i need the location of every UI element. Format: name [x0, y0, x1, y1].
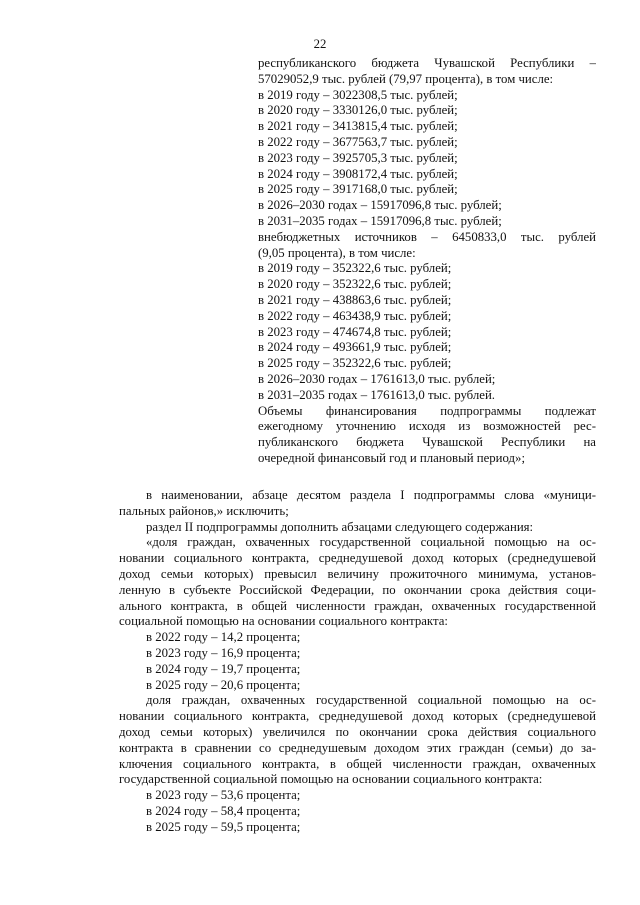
text-line: в 2026–2030 годах – 1761613,0 тыс. рублей;	[258, 371, 496, 386]
text-line: внебюджетных источников – 6450833,0 тыс. рублей	[258, 229, 596, 244]
text-line: социальной помощью на основании социального контракта:	[119, 614, 448, 629]
text-line: в 2023 году – 474674,8 тыс. рублей;	[258, 324, 452, 339]
text-line: в 2031–2035 годах – 1761613,0 тыс. рублей.	[258, 387, 495, 402]
text-line: в 2025 году – 352322,6 тыс. рублей;	[258, 356, 452, 371]
text-line: в 2021 году – 438863,6 тыс. рублей;	[258, 292, 452, 307]
text-line: в 2023 году – 16,9 процента;	[146, 645, 301, 660]
text-line: ленную в субъекте Российской Федерации, по окончании срока действия соци-	[119, 582, 596, 597]
page-number: 22	[313, 37, 327, 51]
text-line: ального контракта, в общей численности граждан, охваченных государственной	[119, 598, 596, 613]
text-line: в 2025 году – 59,5 процента;	[146, 819, 301, 834]
text-line: в 2023 году – 53,6 процента;	[146, 788, 301, 803]
text-line: раздел II подпрограммы дополнить абзацами следующего содержания:	[146, 519, 534, 534]
amendment-body-text	[119, 488, 596, 836]
text-line: доля граждан, охваченных государственной социальной помощью на ос-	[146, 693, 596, 708]
text-line: в 2022 году – 14,2 процента;	[146, 630, 301, 645]
text-line: доход семьи которых) превысил величину прожиточного минимума, установ-	[119, 566, 596, 581]
text-line: в 2024 году – 3908172,4 тыс. рублей;	[258, 166, 458, 181]
text-line: очередной финансовый год и плановый период»;	[258, 450, 526, 465]
text-line: в наименовании, абзаце десятом раздела I подпрограммы слова «муници-	[146, 488, 596, 502]
text-line: ключения социального контракта, в общей численности граждан, охваченных	[119, 756, 596, 771]
text-line: в 2020 году – 352322,6 тыс. рублей;	[258, 277, 452, 292]
text-line: в 2021 году – 3413815,4 тыс. рублей;	[258, 119, 458, 134]
text-line: новании социального контракта, среднедушевой доход которых (среднедушевой	[119, 551, 596, 566]
text-line: в 2024 году – 19,7 процента;	[146, 661, 301, 676]
text-line: в 2025 году – 20,6 процента;	[146, 677, 301, 692]
text-line: ежегодному уточнению исходя из возможностей рес-	[258, 419, 596, 434]
text-line: в 2020 году – 3330126,0 тыс. рублей;	[258, 103, 458, 118]
text-line: государственной социальной помощью на основании социального контракта:	[119, 772, 543, 787]
text-line: публиканского бюджета Чувашской Республики на	[258, 435, 596, 450]
text-line: Объемы финансирования подпрограммы подлежат	[258, 403, 596, 418]
text-line: в 2026–2030 годах – 15917096,8 тыс. рублей;	[258, 198, 502, 213]
text-line: в 2022 году – 3677563,7 тыс. рублей;	[258, 134, 458, 149]
text-line: в 2022 году – 463438,9 тыс. рублей;	[258, 308, 452, 323]
funding-summary-column	[258, 56, 596, 467]
text-line: республиканского бюджета Чувашской Республики –	[258, 56, 596, 70]
text-line: в 2024 году – 58,4 процента;	[146, 803, 301, 818]
text-line: новании социального контракта, среднедушевой доход которых (среднедушевой	[119, 709, 596, 724]
text-line: в 2019 году – 352322,6 тыс. рублей;	[258, 261, 452, 276]
text-line: доход семьи которых) увеличился по окончании срока действия социального	[119, 724, 596, 739]
text-line: 57029052,9 тыс. рублей (79,97 процента), в том числе:	[258, 71, 554, 86]
text-line: в 2031–2035 годах – 15917096,8 тыс. рублей;	[258, 213, 502, 228]
text-line: пальных районов,» исключить;	[119, 503, 289, 518]
text-line: в 2025 году – 3917168,0 тыс. рублей;	[258, 182, 458, 197]
text-line: в 2024 году – 493661,9 тыс. рублей;	[258, 340, 452, 355]
text-line: (9,05 процента), в том числе:	[258, 245, 416, 260]
text-line: контракта в сравнении со среднедушевым доходом этих граждан (семьи) до за-	[119, 740, 596, 755]
text-line: в 2023 году – 3925705,3 тыс. рублей;	[258, 150, 458, 165]
text-line: «доля граждан, охваченных государственной социальной помощью на ос-	[146, 535, 596, 550]
text-line: в 2019 году – 3022308,5 тыс. рублей;	[258, 87, 458, 102]
